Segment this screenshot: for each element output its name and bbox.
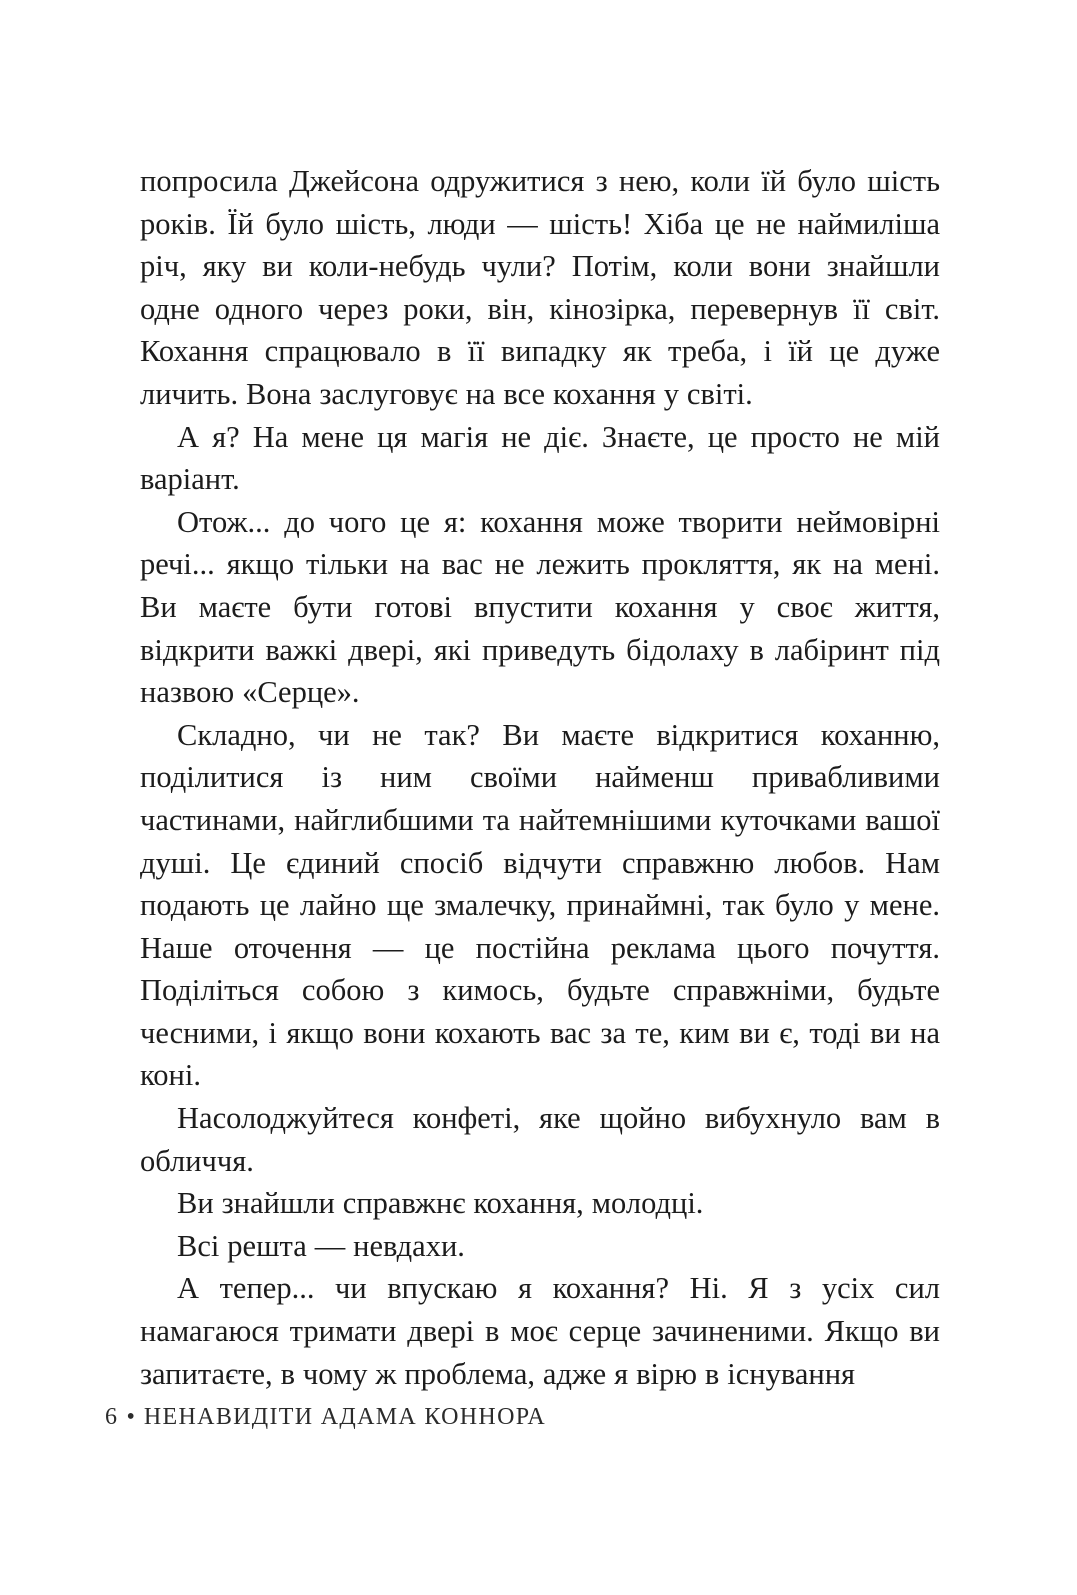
paragraph: Отож... до чого це я: кохання може творити неймовірні речі... якщо тільки на вас не лежить прокляття, як на мені. Ви маєте бути готові впустити кохання у своє життя, відкрити важкі двері, які приведуть бідолаху в лабіринт під назвою «Серце». [140,504,940,710]
bullet-separator-icon: • [126,1404,135,1430]
paragraph: Складно, чи не так? Ви маєте відкритися коханню, поділитися із ним своїми найменш привабливими частинами, найглибшими та найтемнішими куточками вашої душі. Це єдиний спосіб відчути справжню любов. Нам подають це лайно ще змалечку, принаймні, так було у мене. Наше оточення — це постійна реклама цього почуття. Поділіться собою з кимось, будьте справжніми, будьте чесними, і якщо вони кохають вас за те, ким ви є, тоді ви на коні. [140,717,940,1093]
paragraph: Ви знайшли справжнє кохання, молодці. [177,1186,704,1221]
paragraph: Всі решта — невдахи. [177,1228,465,1263]
paragraph: Насолоджуйтеся конфеті, яке щойно вибухнуло вам в обличчя. [140,1101,940,1178]
running-head: НЕНАВИДІТИ АДАМА КОННОРА [143,1404,546,1430]
page-number: 6 [105,1404,118,1430]
paragraph: А я? На мене ця магія не діє. Знаєте, це просто не мій варіант. [140,419,940,497]
paragraph: попросила Джейсона одружитися з нею, коли їй було шість років. Їй було шість, люди — шість! Хіба це не наймиліша річ, яку ви коли-небудь чули? Потім, коли вони знайшли одне одного через роки, він, кінозірка, перевернув її світ. Кохання спрацювало в її випадку як треба, і їй це дуже личить. Вона заслуговує на все кохання у світі. [140,164,940,411]
body-text-column [140,160,940,1395]
page-footer [105,1404,546,1431]
paragraph: А тепер... чи впускаю я кохання? Ні. Я з усіх сил намагаюся тримати двері в моє серце зачиненими. Якщо ви запитаєте, в чому ж проблема, адже я вірю в існування [140,1271,940,1391]
